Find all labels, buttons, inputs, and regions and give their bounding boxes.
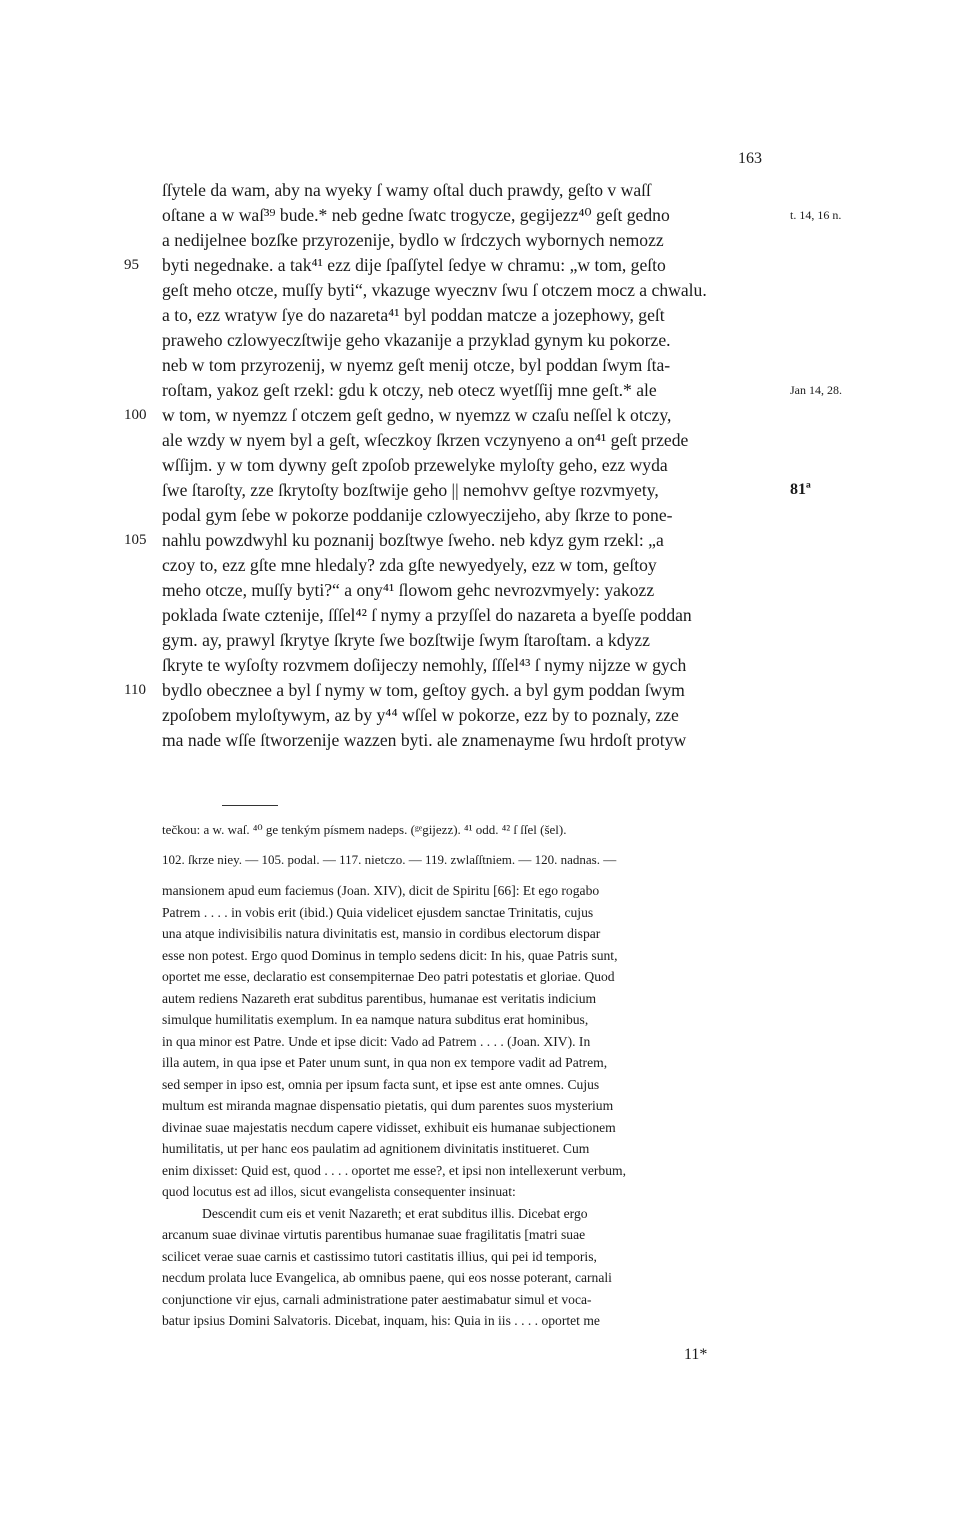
latin-line: illa autem, in qua ipse et Pater unum sunt, in qua non ex tempore vadit ad Patrem, xyxy=(162,1055,608,1070)
margin-reference: Jan 14, 28. xyxy=(790,383,842,397)
signature-mark: 11* xyxy=(684,1346,708,1363)
text-line: czoy to, ezz gſte mne hledaly? zda gſte newyedyely, ezz w tom, geſtoy xyxy=(162,555,657,575)
latin-line: Patrem . . . . in vobis erit (ibid.) Quia videlicet ejusdem sanctae Trinitatis, cujus xyxy=(162,904,594,920)
latin-line: enim dixisset: Quid est, quod . . . . oportet me esse?, et ipsi non intellexerunt verbum, xyxy=(162,1162,626,1178)
latin-line: in qua minor est Patre. Unde et ipse dicit: Vado ad Patrem . . . . (Joan. XIV). In xyxy=(162,1033,591,1049)
text-line: a to, ezz wratyw ſye do nazareta⁴¹ byl poddan matcze a jozephowy, geſt xyxy=(162,305,665,325)
margin-reference: t. 14, 16 n. xyxy=(790,208,842,222)
folio-reference: 81ª xyxy=(790,481,811,498)
text-line: wſſijm. y w tom dywny geſt zpoſob przewelyke myloſty geho, ezz wyda xyxy=(162,455,668,475)
text-line: w tom, w nyemzz ſ otczem geſt gedno, w nyemzz w czaſu neſſel k otczy, xyxy=(162,405,672,425)
latin-line: oportet me esse, declaratio est consempiternae Deo patri potestatis et gloriae. Quod xyxy=(162,969,615,984)
line-number: 100 xyxy=(124,407,147,423)
variant-readings: 102. ſkrze niey. — 105. podal. — 117. nietczo. — 119. zwlaſſtniem. — 120. nadnas. — xyxy=(162,852,617,867)
latin-line: batur ipsius Domini Salvatoris. Dicebat, inquam, his: Quia in iis . . . . oportet me xyxy=(162,1313,600,1328)
latin-line: scilicet verae suae carnis et castissimo tutori castitatis illius, qui pei id temporis, xyxy=(162,1248,597,1264)
text-line: ale wzdy w nyem byl a geſt, wſeczkoy ſkrzen vczynyeno a on⁴¹ geſt przede xyxy=(162,430,689,450)
text-line: oſtane a w waſ³⁹ bude.* neb gedne ſwatc trogycze, gegijezz⁴⁰ geſt gedno xyxy=(162,205,670,225)
latin-line: esse non potest. Ergo quod Dominus in templo sedens dicit: In his, quae Patris sunt, xyxy=(162,947,618,963)
latin-line: sed semper in ipso est, omnia per ipsum facta sunt, et ipse est ante omnes. Cujus xyxy=(162,1076,600,1092)
text-line: byti negednake. a tak⁴¹ ezz dije ſpaſſytel ſedye w chramu: „w tom, geſto xyxy=(162,255,666,275)
latin-line: arcanum suae divinae virtutis parentibus humanae suae fragilitatis [matri suae xyxy=(162,1227,586,1242)
latin-line: multum est miranda magnae dispensatio pietatis, qui dum parentes suos mysterium xyxy=(162,1098,614,1113)
latin-line: simulque humilitatis exemplum. In ea namque natura subditus erat hominibus, xyxy=(162,1012,589,1027)
latin-line: Descendit cum eis et venit Nazareth; et erat subditus illis. Dicebat ergo xyxy=(202,1205,588,1221)
text-line: zpoſobem myloſtywym, az by y⁴⁴ wſſel w pokorze, ezz by to poznaly, zze xyxy=(162,705,679,725)
line-number: 110 xyxy=(124,682,146,698)
footnote-divider xyxy=(222,805,278,806)
latin-line: mansionem apud eum faciemus (Joan. XIV), dicit de Spiritu [66]: Et ego rogabo xyxy=(162,883,600,898)
latin-line: autem rediens Nazareth erat subditus parentibus, humanae est veritatis indicium xyxy=(162,990,597,1006)
latin-line: conjunctione vir ejus, carnali administratione pater aestimabatur simul et voca- xyxy=(162,1291,592,1307)
text-line: poklada ſwate cztenije, ſſſel⁴² ſ nymy a przyſſel do nazareta a byeſſe poddan xyxy=(162,605,692,625)
text-line: geſt meho otcze, muſſy byti“, vkazuge wyecznv ſwu ſ otczem mocz a chwalu. xyxy=(162,280,707,300)
latin-line: humilitatis, ut per hanc eos paulatim ad agnitionem divinitatis institueret. Cum xyxy=(162,1141,590,1156)
text-line: ſwe ſtaroſty, zze ſkrytoſty bozſtwije geho || nemohvv geſtye rozvmyety, xyxy=(162,480,659,500)
latin-line: quod locutus est ad illos, sicut evangelista consequenter insinuat: xyxy=(162,1184,516,1199)
text-line: neb w tom przyrozenij, w nyemz geſt menij otcze, byl poddan ſwym ſta- xyxy=(162,355,671,375)
latin-line: necdum prolata luce Evangelica, ab omnibus paene, qui eos nosse poterant, carnali xyxy=(162,1270,612,1285)
text-line: gym. ay, prawyl ſkrytye ſkryte ſwe bozſtwije ſwym ſtaroſtam. a kdyzz xyxy=(162,630,650,650)
text-line: bydlo obecznee a byl ſ nymy w tom, geſtoy gych. a byl gym poddan ſwym xyxy=(162,680,685,700)
text-line: a nedijelnee bozſke przyrozenije, bydlo w ſrdczych wybornych nemozz xyxy=(162,230,664,250)
text-line: ſſytele da wam, aby na wyeky ſ wamy oſtal duch prawdy, geſto v waſſ xyxy=(162,180,651,200)
latin-line: una atque indivisibilis natura divinitatis est, mansio in cordibus electorum dispar xyxy=(162,926,601,941)
text-line: podal gym ſebe w pokorze poddanije czlowyeczijeho, aby ſkrze to pone- xyxy=(162,505,673,525)
text-line: roſtam, yakoz geſt rzekl: gdu k otczy, neb otecz wyetſſij mne geſt.* ale xyxy=(162,380,657,400)
text-line: nahlu powzdwyhl ku poznanij bozſtwye ſweho. neb kdyz gym rzekl: „a xyxy=(162,530,664,550)
text-line: ma nade wſſe ſtworzenije wazzen byti. ale znamenayme ſwu hrdoſt protyw xyxy=(162,730,687,750)
latin-line: divinae suae majestatis necdum capere vidisset, exhibuit eis humanae subjectionem xyxy=(162,1119,616,1135)
line-number: 95 xyxy=(124,257,139,273)
text-line: meho otcze, muſſy byti?“ a ony⁴¹ ſlowom gehc nevrozvmyely: yakozz xyxy=(162,580,655,600)
text-line: praweho czlowyeczſtwije geho vkazanije a przyklad gynym ku pokorze. xyxy=(162,330,671,350)
footnote-apparatus: tečkou: a w. waſ. ⁴⁰ ge tenkým písmem nadeps. (ᵍᵉgijezz). ⁴¹ odd. ⁴² ſ ſſel (šel). xyxy=(162,822,567,837)
text-line: ſkryte te wyſoſty rozvmem doſijeczy nemohly, ſſſel⁴³ ſ nymy nijzze w gych xyxy=(162,655,687,675)
line-number: 105 xyxy=(124,532,147,548)
page-number: 163 xyxy=(738,150,762,167)
